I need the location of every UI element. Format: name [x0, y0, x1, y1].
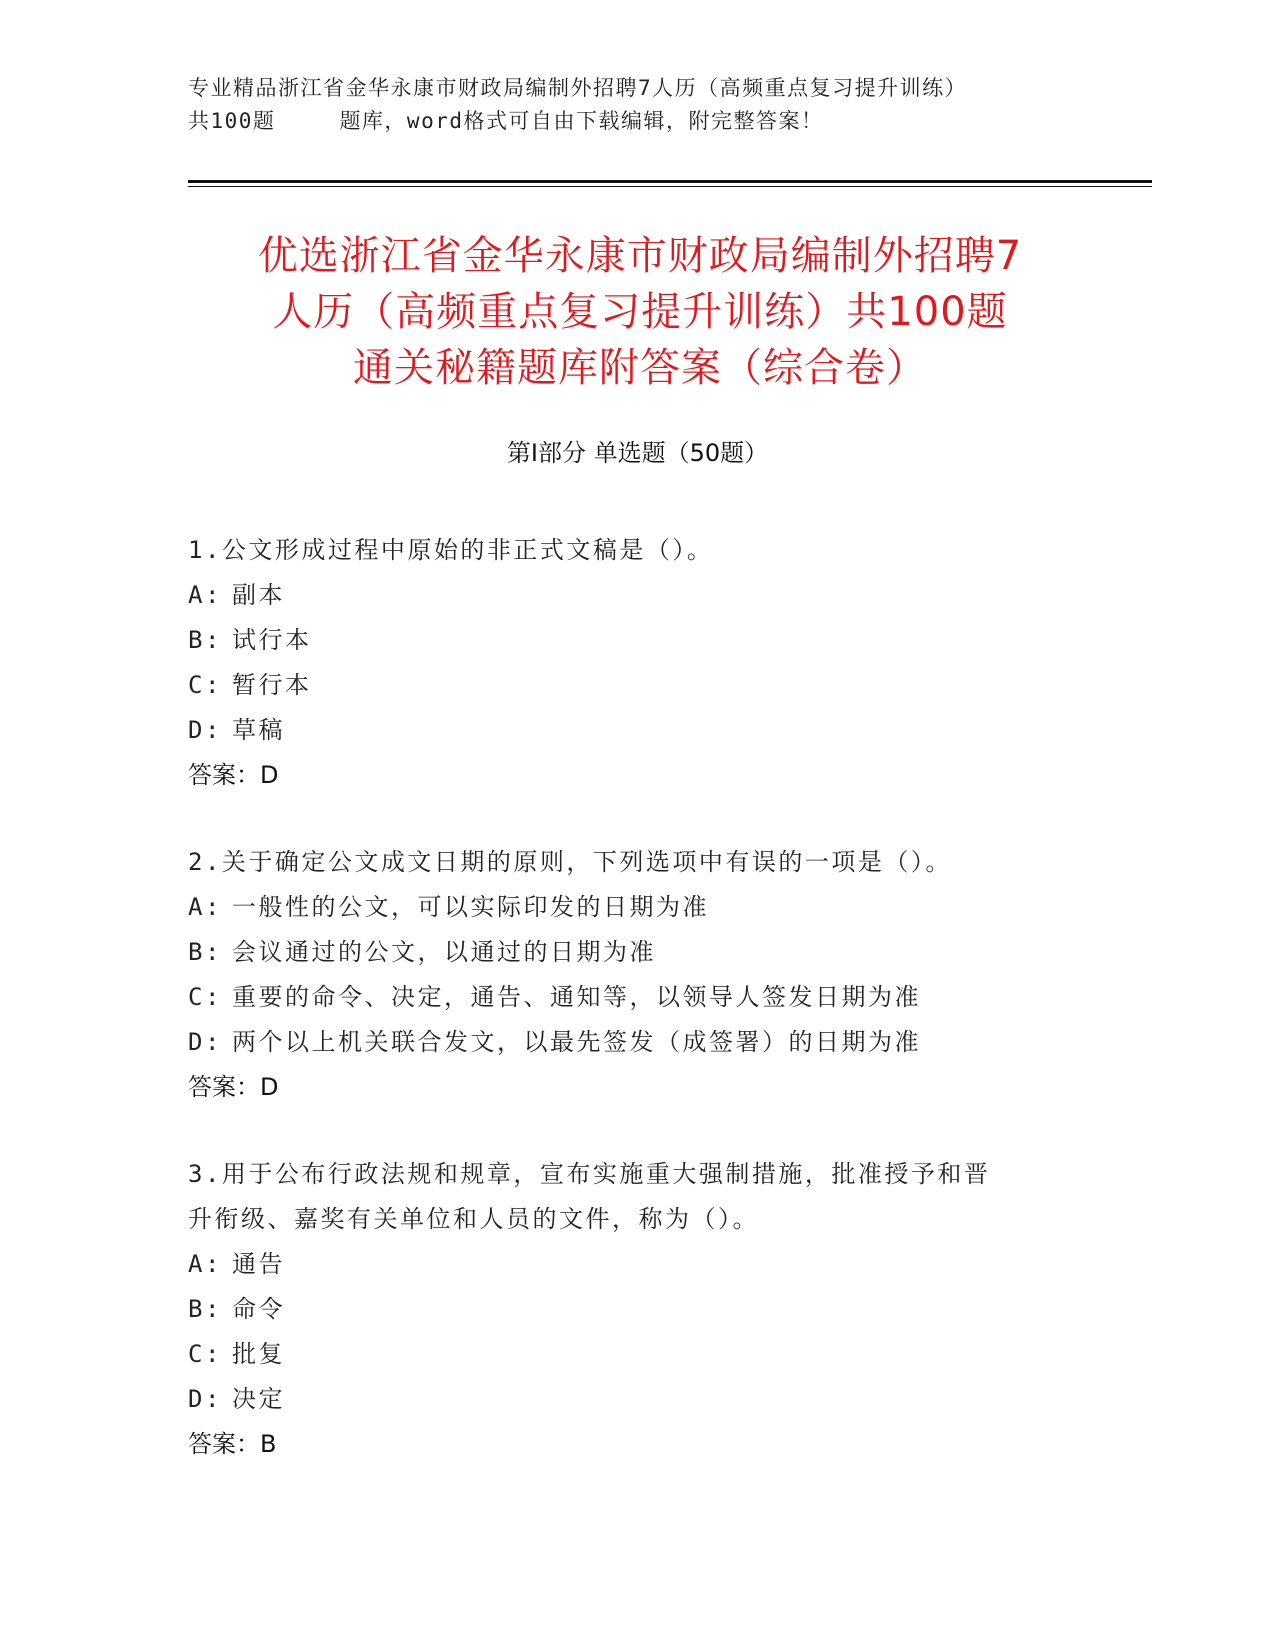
option-key: D:	[188, 1385, 222, 1413]
question-answer	[188, 753, 1088, 798]
question-block	[188, 840, 1088, 1110]
question-option	[188, 885, 1088, 930]
answer-value: D	[260, 1073, 279, 1101]
title-line-3: 通关秘籍题库附答案（综合卷）	[353, 345, 927, 391]
option-text: 会议通过的公文，以通过的日期为准	[232, 938, 656, 966]
document-header	[188, 72, 1088, 138]
option-key: B:	[188, 938, 222, 966]
option-key: D:	[188, 1028, 222, 1056]
question-option	[188, 975, 1088, 1020]
option-text: 暂行本	[232, 671, 312, 699]
question-list	[188, 528, 1088, 1509]
option-key: A:	[188, 581, 222, 609]
option-key: C:	[188, 983, 222, 1011]
option-key: A:	[188, 893, 222, 921]
option-text: 决定	[232, 1385, 285, 1413]
header-line-1: 专业精品浙江省金华永康市财政局编制外招聘7人历（高频重点复习提升训练）	[188, 76, 968, 100]
option-text: 通告	[232, 1250, 285, 1278]
option-text: 重要的命令、决定，通告、通知等，以领导人签发日期为准	[232, 983, 921, 1011]
header-line-2	[188, 105, 1088, 138]
answer-label: 答案：	[188, 761, 260, 789]
option-key: C:	[188, 1340, 222, 1368]
question-option	[188, 1242, 1088, 1287]
option-text: 副本	[232, 581, 285, 609]
header-line-2-left: 共100题	[188, 109, 276, 133]
option-text: 试行本	[232, 626, 312, 654]
question-option	[188, 573, 1088, 618]
question-option	[188, 618, 1088, 663]
question-option	[188, 1020, 1088, 1065]
question-option	[188, 1377, 1088, 1422]
answer-value: B	[260, 1430, 277, 1458]
header-rule-thick	[188, 180, 1152, 183]
question-option	[188, 1287, 1088, 1332]
header-rule-thin	[188, 186, 1152, 187]
question-stem: 1.公文形成过程中原始的非正式文稿是（）。	[188, 536, 714, 564]
question-answer	[188, 1422, 1088, 1467]
question-block	[188, 528, 1088, 798]
question-stem: 3.用于公布行政法规和规章，宣布实施重大强制措施，批准授予和晋	[188, 1160, 991, 1188]
option-key: C:	[188, 671, 222, 699]
option-text: 批复	[232, 1340, 285, 1368]
option-key: A:	[188, 1250, 222, 1278]
question-option	[188, 930, 1088, 975]
question-stem: 2.关于确定公文成文日期的原则，下列选项中有误的一项是（）。	[188, 848, 952, 876]
option-key: B:	[188, 626, 222, 654]
option-text: 一般性的公文，可以实际印发的日期为准	[232, 893, 709, 921]
option-key: B:	[188, 1295, 222, 1323]
document-title	[130, 228, 1150, 396]
title-line-2: 人历（高频重点复习提升训练）共100题	[272, 289, 1008, 335]
option-text: 草稿	[232, 716, 285, 744]
question-answer	[188, 1065, 1088, 1110]
section-title: 第Ⅰ部分 单选题（50题）	[506, 439, 769, 467]
answer-label: 答案：	[188, 1430, 260, 1458]
answer-label: 答案：	[188, 1073, 260, 1101]
title-line-1: 优选浙江省金华永康市财政局编制外招聘7	[257, 233, 1023, 279]
question-stem: 升衔级、嘉奖有关单位和人员的文件，称为（）。	[188, 1205, 759, 1233]
option-text: 两个以上机关联合发文，以最先签发（成签署）的日期为准	[232, 1028, 921, 1056]
option-text: 命令	[232, 1295, 285, 1323]
answer-value: D	[260, 761, 279, 789]
header-line-2-right: 题库，word格式可自由下载编辑，附完整答案！	[339, 109, 824, 133]
question-option	[188, 663, 1088, 708]
question-block	[188, 1152, 1088, 1467]
option-key: D:	[188, 716, 222, 744]
question-option	[188, 708, 1088, 753]
question-option	[188, 1332, 1088, 1377]
